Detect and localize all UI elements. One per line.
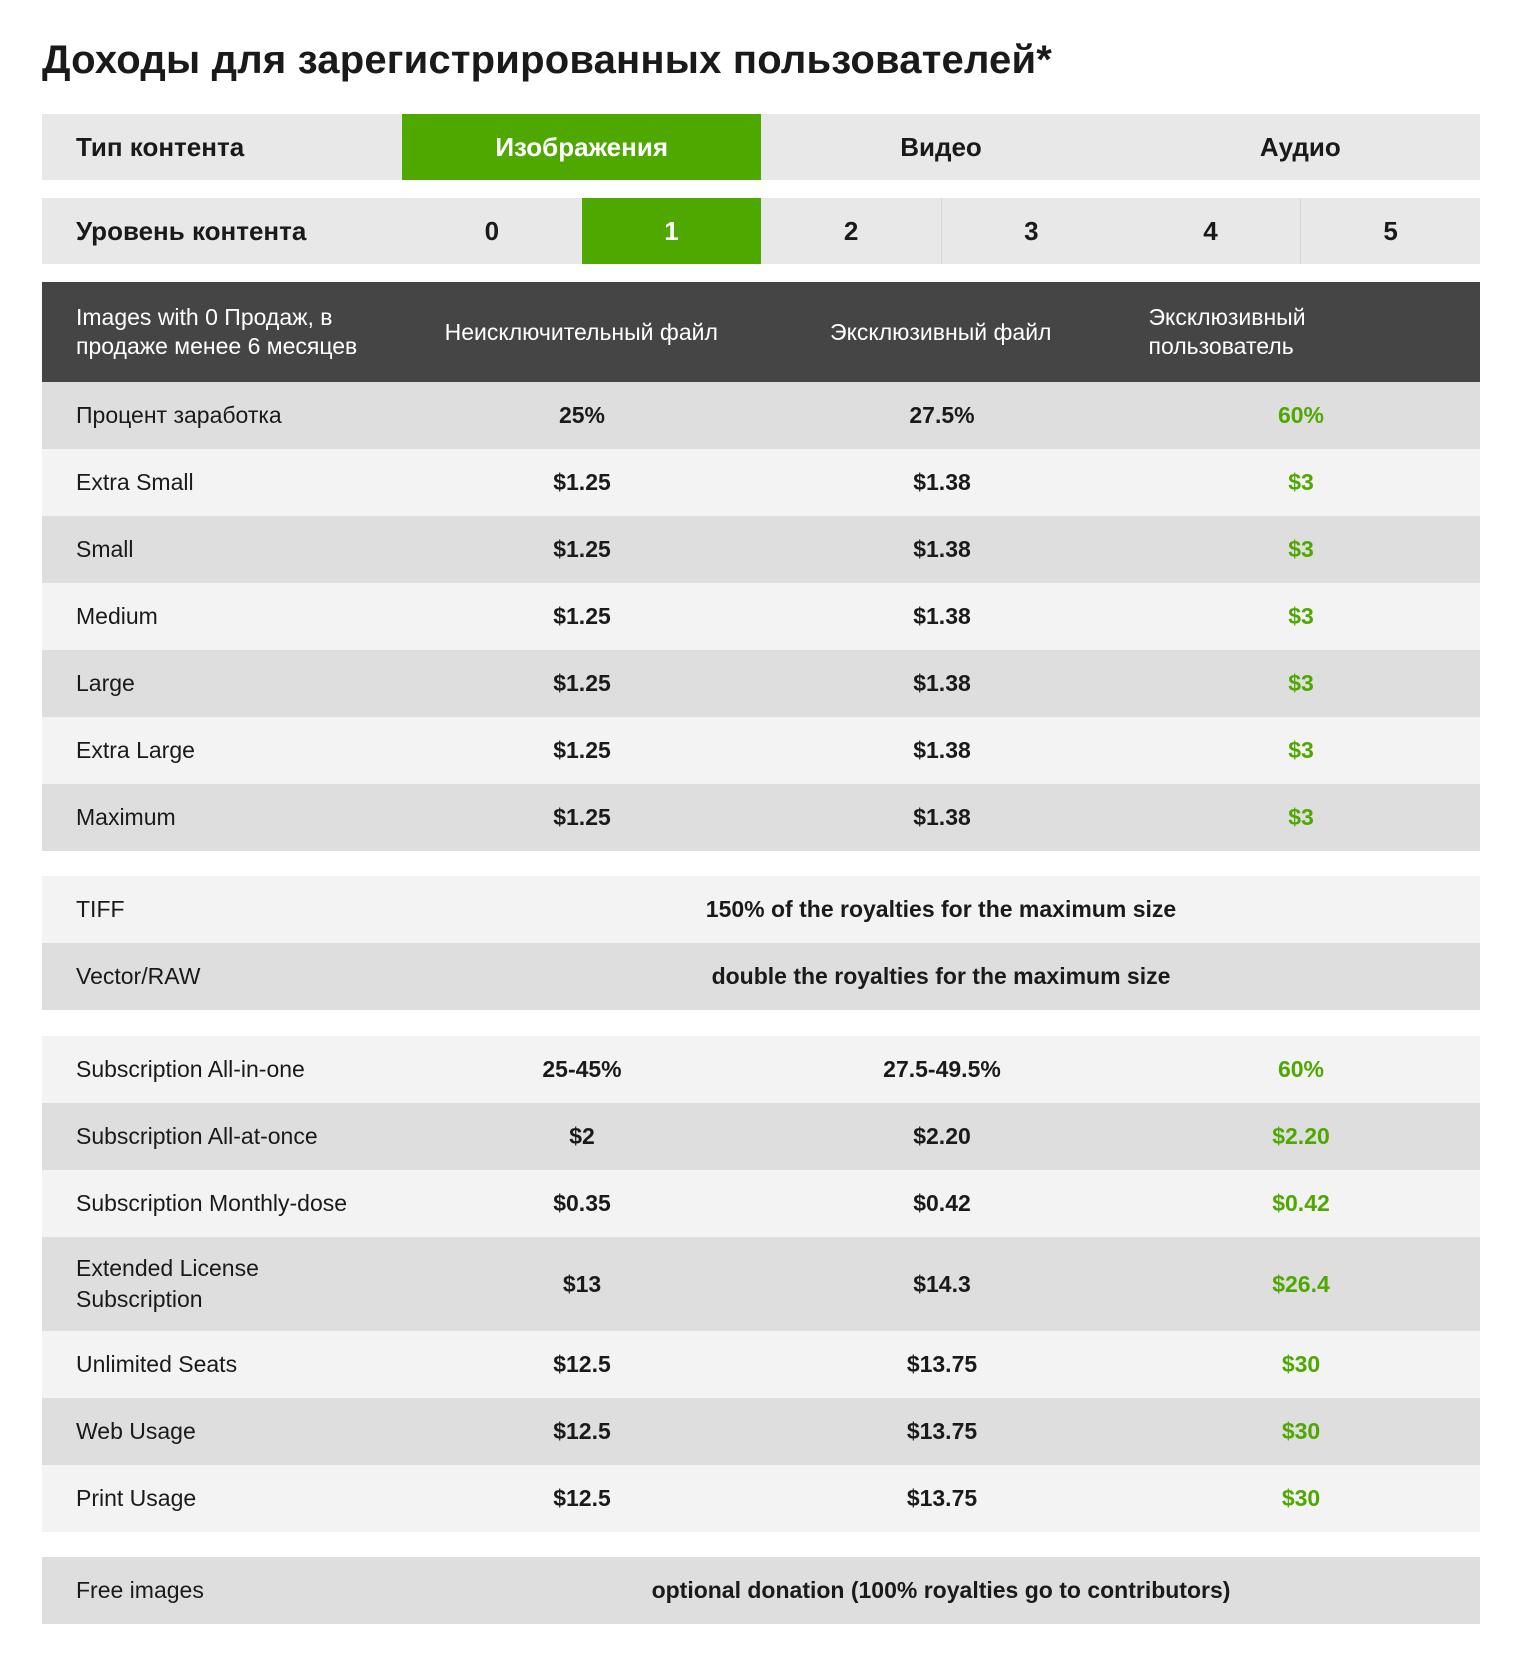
exclusive-user-value: $30 (1281, 1485, 1321, 1511)
table-row (42, 1398, 1480, 1465)
exclusive-user-value: $3 (1288, 804, 1314, 830)
tab-audio[interactable]: Аудио (1259, 131, 1341, 162)
row-label: Free images (76, 1577, 204, 1603)
exclusive-file-value: $1.38 (913, 670, 971, 696)
non-exclusive-value: $1.25 (553, 804, 611, 830)
exclusive-file-value: $13.75 (906, 1485, 978, 1511)
exclusive-user-value: 60% (1277, 402, 1325, 428)
table-row (42, 1331, 1480, 1398)
header-row-label-line1: Images with 0 Продаж, в (76, 304, 333, 330)
exclusive-file-value: $13.75 (906, 1351, 978, 1377)
row-label-line1: Extended License (76, 1255, 259, 1281)
row-label: Subscription All-at-once (76, 1123, 318, 1149)
exclusive-user-value: $3 (1288, 737, 1314, 763)
non-exclusive-value: $1.25 (553, 670, 611, 696)
row-label (42, 1237, 402, 1331)
non-exclusive-value: $1.25 (553, 536, 611, 562)
row-label: Subscription All-in-one (76, 1056, 305, 1082)
non-exclusive-value: $2 (569, 1123, 595, 1149)
table-row (42, 1557, 1480, 1624)
level-4-button[interactable]: 4 (1203, 215, 1218, 246)
row-label: Unlimited Seats (76, 1351, 238, 1377)
row-label: Extra Large (76, 737, 195, 763)
table-row (42, 650, 1480, 717)
table-row (42, 1036, 1480, 1103)
header-non-exclusive-file: Неисключительный файл (444, 318, 718, 345)
non-exclusive-value: $1.25 (553, 603, 611, 629)
table-row (42, 784, 1480, 851)
exclusive-user-value: $0.42 (1272, 1190, 1330, 1216)
exclusive-file-value: $2.20 (913, 1123, 971, 1149)
content-type-label: Тип контента (76, 131, 245, 162)
exclusive-file-value: $13.75 (906, 1418, 978, 1444)
exclusive-file-value: 27.5% (909, 402, 975, 428)
exclusive-user-value: $3 (1288, 603, 1314, 629)
non-exclusive-value: $12.5 (553, 1418, 611, 1444)
level-2-button[interactable]: 2 (843, 215, 859, 246)
exclusive-file-value: $1.38 (913, 536, 971, 562)
header-row-label (42, 282, 402, 382)
level-3-button[interactable]: 3 (941, 198, 1121, 264)
header-exclusive-user-line1: Эксклюзивный (1148, 304, 1306, 330)
non-exclusive-value: $12.5 (553, 1351, 611, 1377)
non-exclusive-value: $13 (562, 1270, 602, 1297)
row-label: Subscription Monthly-dose (76, 1190, 348, 1216)
table-row (42, 943, 1480, 1010)
format-value: 150% of the royalties for the maximum size (705, 896, 1177, 922)
tab-images[interactable]: Изображения (402, 114, 761, 180)
content-type-selector (42, 114, 1480, 180)
row-label: Print Usage (76, 1485, 197, 1511)
row-label: Small (76, 536, 134, 562)
exclusive-file-value: $14.3 (913, 1270, 971, 1297)
table-row (42, 1465, 1480, 1532)
exclusive-user-value: $3 (1288, 536, 1314, 562)
tab-video[interactable]: Видео (900, 131, 982, 162)
non-exclusive-value: $0.35 (553, 1190, 611, 1216)
non-exclusive-value: $1.25 (553, 737, 611, 763)
exclusive-user-value: $26.4 (1272, 1270, 1330, 1297)
level-0-button[interactable]: 0 (484, 215, 500, 246)
exclusive-file-value: $1.38 (913, 603, 971, 629)
exclusive-user-value: $3 (1288, 670, 1314, 696)
page-title: Доходы для зарегистрированных пользователей* (42, 38, 1053, 82)
header-exclusive-file: Эксклюзивный файл (830, 318, 1052, 345)
exclusive-file-value: $1.38 (913, 469, 971, 495)
format-value: double the royalties for the maximum size (711, 963, 1171, 989)
header-row-label-line2: продаже менее 6 месяцев (76, 333, 358, 359)
non-exclusive-value: 25-45% (542, 1056, 622, 1082)
table-row (42, 876, 1480, 943)
exclusive-file-value: 27.5-49.5% (883, 1056, 1001, 1082)
row-label: Medium (76, 603, 158, 629)
table-row (42, 1237, 1480, 1331)
non-exclusive-value: $1.25 (553, 469, 611, 495)
level-1-button[interactable]: 1 (582, 198, 762, 264)
table-row (42, 717, 1480, 784)
table-row (42, 382, 1480, 449)
non-exclusive-value: 25% (558, 402, 606, 428)
exclusive-user-value: $30 (1281, 1418, 1321, 1444)
content-level-label: Уровень контента (76, 215, 307, 246)
table-row (42, 1103, 1480, 1170)
row-label-line2: Subscription (76, 1286, 203, 1312)
table-header (42, 282, 1480, 382)
exclusive-user-value: $3 (1288, 469, 1314, 495)
row-label: Large (76, 670, 135, 696)
non-exclusive-value: $12.5 (553, 1485, 611, 1511)
row-label: Vector/RAW (76, 963, 201, 989)
row-label: TIFF (76, 896, 125, 922)
exclusive-file-value: $1.38 (913, 737, 971, 763)
content-level-selector (42, 198, 1480, 264)
table-row (42, 1170, 1480, 1237)
exclusive-user-value: $30 (1281, 1351, 1321, 1377)
table-row (42, 516, 1480, 583)
header-exclusive-user-line2: пользователь (1148, 333, 1294, 359)
exclusive-file-value: $0.42 (913, 1190, 971, 1216)
table-row (42, 449, 1480, 516)
level-5-button[interactable]: 5 (1300, 198, 1480, 264)
row-label: Web Usage (76, 1418, 196, 1444)
exclusive-user-value: 60% (1277, 1056, 1325, 1082)
row-label: Процент заработка (76, 402, 282, 428)
row-label: Extra Small (76, 469, 194, 495)
free-images-value: optional donation (100% royalties go to contributors) (651, 1577, 1231, 1603)
row-label: Maximum (76, 804, 176, 830)
exclusive-user-value: $2.20 (1272, 1123, 1330, 1149)
table-row (42, 583, 1480, 650)
exclusive-file-value: $1.38 (913, 804, 971, 830)
header-exclusive-user (1121, 282, 1481, 382)
